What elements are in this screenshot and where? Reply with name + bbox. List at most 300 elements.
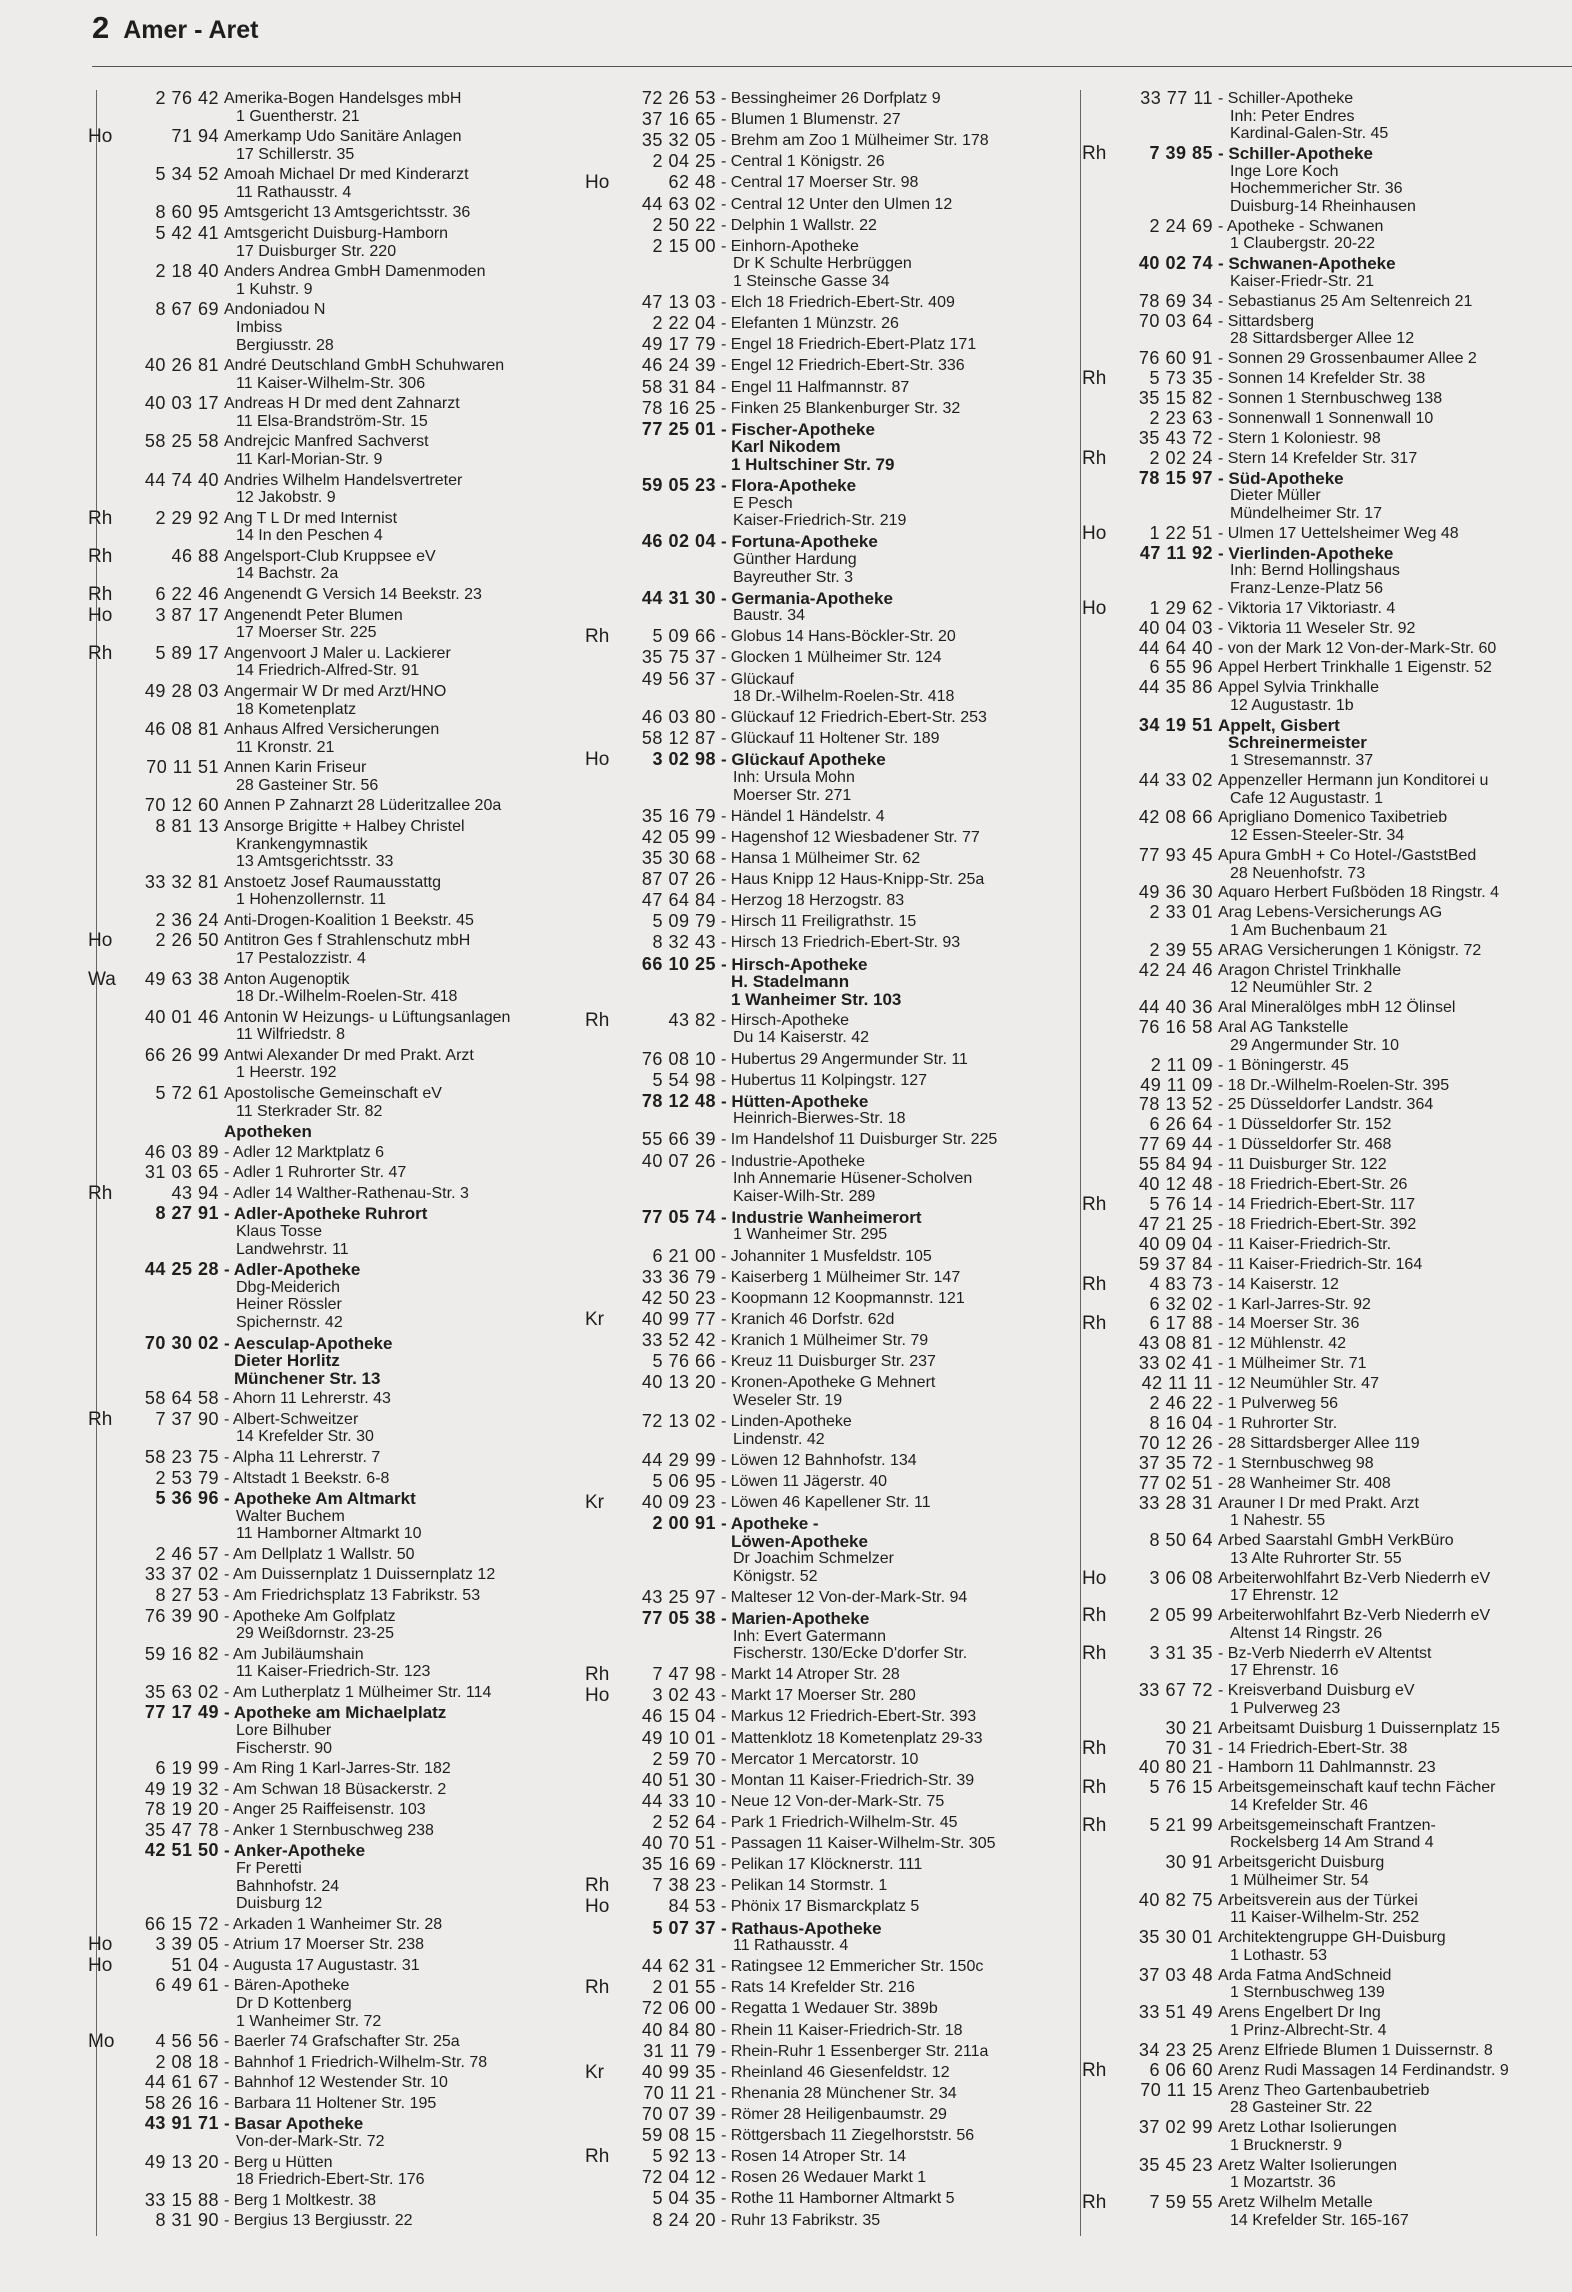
district-code: Rh [1082, 1194, 1107, 1215]
directory-entry [585, 892, 1075, 910]
district-code: Rh [88, 507, 113, 529]
phone-number: 77 02 51 [1138, 1472, 1213, 1493]
phone-number: 77 05 38 [641, 1607, 716, 1628]
entry-name: - Hirsch 13 Friedrich-Ebert-Str. 93 [721, 934, 961, 952]
entry-name: Apura GmbH + Co Hotel-/GaststBed [1218, 846, 1477, 864]
page-number: 2 [92, 10, 110, 45]
entry-detail: 11 Karl-Morian-Str. 9 [236, 451, 383, 468]
entry-detail: 18 Dr.-Wilhelm-Roelen-Str. 418 [236, 988, 458, 1006]
phone-number: 66 26 99 [144, 1044, 219, 1065]
entry-name: - Römer 28 Heiligenbaumstr. 29 [721, 2106, 947, 2124]
directory-entry [1082, 407, 1572, 428]
phone-number: 6 06 60 [1149, 2059, 1213, 2080]
district-code: Mo [88, 2031, 115, 2053]
entry-detail: 1 Kuhstr. 9 [236, 280, 313, 298]
phone-number: 40 84 80 [641, 2019, 716, 2040]
directory-entry [88, 1842, 566, 1912]
directory-entry [1082, 1213, 1572, 1234]
entry-name: - Johanniter 1 Musfeldstr. 105 [721, 1247, 932, 1265]
phone-number: 5 42 41 [155, 223, 219, 244]
entry-name: Anstoetz Josef Raumausstattg [224, 873, 441, 891]
entry-detail: Kaiser-Wilh-Str. 289 [733, 1187, 876, 1205]
phone-number: 2 11 09 [1150, 1054, 1213, 1075]
entry-name: - Rhein-Ruhr 1 Essenberger Str. 211a [721, 2042, 989, 2060]
phone-number: 40 99 35 [641, 2061, 716, 2082]
entry-name: - Fortuna-Apotheke [721, 532, 878, 552]
directory-entry [585, 1727, 1075, 1748]
phone-number: 33 02 41 [1138, 1353, 1213, 1374]
directory-entry [1082, 904, 1572, 939]
district-code: Rh [585, 1977, 610, 1999]
phone-number: 33 52 42 [641, 1329, 716, 1350]
entry-detail: 1 Mozartstr. 36 [1230, 2174, 1336, 2192]
directory-entry [88, 2092, 566, 2113]
entry-detail: Fr Peretti [236, 1860, 302, 1878]
directory-entry [585, 1048, 1075, 1069]
district-code: Kr [585, 1491, 604, 1513]
phone-number: 42 51 50 [144, 1840, 219, 1861]
directory-entry [585, 376, 1075, 397]
directory-entry [1082, 1492, 1572, 1530]
entry-name: - Am Dellplatz 1 Wallstr. 50 [224, 1545, 415, 1563]
district-code: Rh [88, 584, 113, 606]
phone-number: 4 83 73 [1149, 1273, 1213, 1294]
directory-entry [1082, 1196, 1572, 1214]
entry-detail: Hochemmericher Str. 36 [1230, 180, 1403, 198]
directory-entry [585, 2209, 1075, 2230]
entry-detail: 18 Friedrich-Ebert-Str. 176 [236, 2171, 425, 2189]
directory-entry [585, 1607, 1075, 1663]
phone-number: 3 06 08 [1149, 1567, 1213, 1588]
district-code: Ho [585, 172, 610, 194]
entry-detail: Inh: Evert Gatermann [733, 1627, 886, 1645]
directory-entry [1082, 1607, 1572, 1642]
entry-detail: Krankengymnastik [236, 835, 368, 853]
entry-name: - Löwen 46 Kapellener Str. 11 [721, 1493, 931, 1511]
directory-entry [88, 469, 566, 507]
phone-number: 34 19 51 [1138, 714, 1213, 735]
directory-entry [88, 2033, 566, 2051]
phone-number: 78 69 34 [1138, 290, 1213, 311]
phone-number: 34 23 25 [1138, 2039, 1213, 2060]
phone-number: 33 15 88 [144, 2189, 219, 2210]
directory-entry [1082, 2079, 1572, 2117]
entry-detail: Rockelsberg 14 Am Strand 4 [1230, 1834, 1434, 1852]
entry-name: - Bessingheimer 26 Dorfplatz 9 [721, 90, 941, 107]
entry-name: - Fischer-Apotheke [721, 419, 875, 439]
entry-name: - Ulmen 17 Uettelsheimer Weg 48 [1218, 524, 1459, 542]
entry-name: - Sonnen 29 Grossenbaumer Allee 2 [1218, 350, 1477, 368]
entry-name: ARAG Versicherungen 1 Königstr. 72 [1218, 941, 1482, 959]
phone-number: 40 80 21 [1138, 1757, 1213, 1778]
directory-entry [1082, 90, 1572, 143]
directory-entry [585, 1245, 1075, 1266]
phone-number: 2 24 69 [1149, 215, 1213, 236]
phone-number: 58 31 84 [641, 376, 716, 397]
directory-entry [585, 934, 1075, 952]
phone-number: 40 12 48 [1138, 1174, 1213, 1195]
directory-entry [585, 751, 1075, 804]
phone-number: 6 21 00 [652, 1245, 716, 1266]
entry-name: - 1 Karl-Jarres-Str. 92 [1218, 1295, 1371, 1313]
entry-name: - Blumen 1 Blumenstr. 27 [721, 111, 901, 129]
entry-name: - Central 1 Königstr. 26 [721, 153, 885, 171]
entry-detail: 28 Neuenhofstr. 73 [1230, 864, 1366, 882]
entry-name: - Stern 1 Koloniestr. 98 [1218, 429, 1381, 447]
phone-number: 46 03 80 [641, 707, 716, 728]
entry-name-continuation: Münchener Str. 13 [234, 1368, 381, 1388]
phone-number: 49 36 30 [1138, 882, 1213, 903]
phone-number: 40 04 03 [1138, 617, 1213, 638]
phone-number: 5 21 99 [1149, 1814, 1213, 1835]
entry-detail: Landwehrstr. 11 [236, 1240, 349, 1258]
phone-number: 70 31 [1165, 1737, 1213, 1758]
phone-number: 40 51 30 [641, 1769, 716, 1790]
entry-detail: 12 Jakobstr. 9 [236, 489, 336, 507]
entry-detail: 14 Bachstr. 2a [236, 565, 339, 583]
phone-number: 46 02 04 [641, 531, 716, 552]
district-code: Ho [88, 1954, 113, 1976]
phone-number: 46 15 04 [641, 1706, 716, 1727]
phone-number: 55 84 94 [1138, 1154, 1213, 1175]
entry-name: Aral AG Tankstelle [1218, 1019, 1349, 1037]
entry-name: - Barbara 11 Holtener Str. 195 [224, 2094, 437, 2112]
phone-number: 2 50 22 [652, 214, 716, 235]
entry-name: - 1 Düsseldorfer Str. 468 [1218, 1136, 1392, 1154]
phone-number: 43 25 97 [641, 1586, 716, 1607]
phone-number: 5 72 61 [155, 1083, 219, 1104]
entry-name: Aprigliano Domenico Taxibetrieb [1218, 809, 1448, 827]
entry-detail: 14 Krefelder Str. 30 [236, 1428, 374, 1446]
phone-number: 5 09 66 [652, 626, 716, 647]
entry-name: - 28 Wanheimer Str. 408 [1218, 1474, 1391, 1492]
phone-number: 5 34 52 [155, 164, 219, 185]
phone-number: 44 33 02 [1138, 769, 1213, 790]
entry-detail: Klaus Tosse [236, 1223, 322, 1241]
entry-name: - 1 Düsseldorfer Str. 152 [1218, 1116, 1392, 1134]
district-code: Rh [88, 1182, 113, 1204]
district-code: Rh [1082, 1605, 1107, 1627]
directory-entry [585, 1090, 1075, 1128]
directory-entry [585, 2190, 1075, 2208]
directory-entry [1082, 310, 1572, 348]
entry-detail: 1 Pulverweg 23 [1230, 1699, 1341, 1717]
entry-name: Appel Sylvia Trinkhalle [1218, 679, 1379, 697]
phone-number: 8 81 13 [155, 815, 219, 836]
entry-name: - Rheinland 46 Giesenfeldstr. 12 [721, 2063, 950, 2081]
phone-number: 77 05 74 [641, 1206, 716, 1227]
directory-entry [585, 1512, 1075, 1585]
entry-name: - Ratingsee 12 Emmericher Str. 150c [721, 1958, 984, 1976]
phone-number: 84 53 [668, 1896, 716, 1917]
phone-number: 58 12 87 [641, 728, 716, 749]
phone-number: 6 26 64 [1149, 1114, 1213, 1135]
directory-entry [585, 1958, 1075, 1976]
phone-number: 2 29 92 [155, 507, 219, 528]
phone-number: 2 18 40 [155, 261, 219, 282]
directory-entry [585, 1374, 1075, 1409]
entry-detail: Von-der-Mark-Str. 72 [236, 2133, 385, 2151]
entry-name: - 1 Pulverweg 56 [1218, 1395, 1339, 1413]
phone-number: 49 56 37 [641, 668, 716, 689]
entry-name: - Glückauf 11 Holtener Str. 189 [721, 730, 940, 748]
phone-number: 78 13 52 [1138, 1094, 1213, 1115]
district-code: Rh [585, 2146, 610, 2168]
entry-detail: Cafe 12 Augustastr. 1 [1230, 789, 1383, 807]
entry-name: - Berg u Hütten [224, 2153, 333, 2171]
directory-entry [585, 2019, 1075, 2040]
phone-number: 7 59 55 [1149, 2192, 1213, 2213]
entry-name: - 25 Düsseldorfer Landstr. 364 [1218, 1096, 1434, 1114]
directory-entry [1082, 1472, 1572, 1493]
phone-number: 77 69 44 [1138, 1134, 1213, 1155]
entry-detail: 11 Rathausstr. 4 [236, 183, 352, 201]
directory-entry [585, 1708, 1075, 1726]
phone-number: 58 23 75 [144, 1447, 219, 1467]
phone-number: 35 30 01 [1138, 1927, 1213, 1948]
entry-name: - Schiller-Apotheke [1218, 90, 1354, 107]
entry-name: - 1 Ruhrorter Str. [1218, 1414, 1338, 1432]
phone-number: 70 11 21 [643, 2082, 716, 2103]
directory-entry [88, 1543, 566, 1564]
directory-entry [1082, 1964, 1572, 2002]
entry-name: - Hubertus 29 Angermunder Str. 11 [721, 1050, 968, 1068]
entry-detail: 17 Schillerstr. 35 [236, 145, 355, 163]
entry-name: Arbeiterwohlfahrt Bz-Verb Niederrh eV [1218, 1569, 1491, 1587]
phone-number: 5 04 35 [652, 2188, 716, 2209]
phone-number: 46 08 81 [144, 719, 219, 740]
phone-number: 2 08 18 [155, 2051, 219, 2072]
entry-detail: 11 Wilfriedstr. 8 [236, 1026, 346, 1044]
directory-entry [1082, 1116, 1572, 1134]
directory-entry [585, 357, 1075, 375]
phone-number: 2 33 01 [1149, 902, 1213, 923]
phone-number: 58 26 16 [144, 2092, 219, 2113]
phone-number: 30 21 [1165, 1717, 1213, 1738]
directory-entry [88, 1205, 566, 1258]
directory-entry [88, 1681, 566, 1702]
entry-name: - 14 Moerser Str. 36 [1218, 1315, 1360, 1333]
entry-name: Anhaus Alfred Versicherungen [224, 721, 440, 739]
entry-name-continuation: 1 Hultschiner Str. 79 [731, 454, 895, 474]
entry-name-continuation: H. Stadelmann [731, 972, 850, 992]
entry-name: Aretz Walter Isolierungen [1218, 2156, 1398, 2174]
entry-name: Arbeitsgemeinschaft Frantzen- [1218, 1816, 1436, 1834]
phone-number: 35 47 78 [144, 1819, 219, 1840]
directory-entry [1082, 1136, 1572, 1154]
phone-number: 2 53 79 [155, 1467, 219, 1488]
directory-entry [1082, 999, 1572, 1017]
column-3 [1082, 90, 1572, 2229]
phone-number: 43 91 71 [144, 2113, 219, 2134]
phone-number: 33 77 11 [1140, 88, 1213, 108]
entry-name: Appelt, Gisbert [1218, 715, 1340, 735]
entry-name: - Pelikan 14 Stormstr. 1 [721, 1877, 888, 1895]
directory-entry [88, 680, 566, 718]
directory-entry [585, 1410, 1075, 1448]
phone-number: 47 64 84 [641, 890, 716, 911]
directory-entry [88, 604, 566, 642]
entry-detail: 11 Kaiser-Wilhelm-Str. 306 [236, 374, 426, 392]
entry-detail: Lindenstr. 42 [733, 1430, 825, 1448]
entry-detail: 17 Ehrenstr. 16 [1230, 1662, 1339, 1680]
entry-detail: 14 Krefelder Str. 165-167 [1230, 2211, 1409, 2229]
phone-number: 35 30 68 [641, 847, 716, 868]
entry-name: Aretz Lothar Isolierungen [1218, 2119, 1397, 2137]
entry-name: - Apotheke am Michaelplatz [224, 1703, 447, 1723]
phone-number: 66 10 25 [641, 953, 716, 974]
directory-entry [88, 1006, 566, 1044]
phone-number: 77 17 49 [144, 1702, 219, 1723]
directory-entry [585, 90, 1075, 108]
phone-number: 76 08 10 [641, 1048, 716, 1069]
entry-name-continuation: Karl Nikodem [731, 437, 841, 457]
entry-detail: Weseler Str. 19 [733, 1391, 843, 1409]
entry-detail: Fischerstr. 90 [236, 1739, 333, 1757]
entry-name: - Bergius 13 Bergiusstr. 22 [224, 2212, 413, 2230]
directory-entry [585, 1687, 1075, 1705]
directory-entry [585, 2106, 1075, 2124]
district-code: Ho [585, 1896, 610, 1918]
directory-entry [1082, 1717, 1572, 1738]
entry-detail: 28 Gasteiner Str. 22 [1230, 2099, 1373, 2117]
directory-entry [585, 847, 1075, 868]
phone-number: 35 15 82 [1138, 388, 1213, 408]
entry-name: Arda Fatma AndSchneid [1218, 1966, 1392, 1984]
district-code: Ho [88, 126, 113, 148]
phone-number: 44 64 40 [1138, 637, 1213, 658]
directory-entry [1082, 1889, 1572, 1927]
phone-number: 76 60 91 [1138, 348, 1213, 369]
phone-number: 8 67 69 [155, 299, 219, 320]
phone-number: 49 63 38 [144, 968, 219, 989]
phone-number: 33 36 79 [641, 1266, 716, 1287]
phone-number: 46 24 39 [641, 355, 716, 376]
phone-number: 42 11 11 [1141, 1373, 1213, 1394]
entry-detail: Mündelheimer Str. 17 [1230, 504, 1383, 522]
phone-number: 37 35 72 [1138, 1452, 1213, 1473]
directory-entry [88, 1408, 566, 1446]
entry-name: - Elefanten 1 Münzstr. 26 [721, 315, 899, 333]
phone-number: 78 16 25 [641, 397, 716, 418]
phone-number: 8 60 95 [155, 202, 219, 223]
entry-detail: 13 Amtsgerichtsstr. 33 [236, 853, 394, 871]
entry-name: - Rosen 14 Atroper Str. 14 [721, 2148, 906, 2166]
directory-entry [1082, 1642, 1572, 1680]
district-code: Rh [585, 1009, 610, 1031]
entry-name: - Am Schwan 18 Büsackerstr. 2 [224, 1780, 447, 1798]
entry-name: - Adler 14 Walther-Rathenau-Str. 3 [224, 1184, 469, 1202]
entry-name: - 1 Mülheimer Str. 71 [1218, 1355, 1367, 1373]
entry-name: - Regatta 1 Wedauer Str. 389b [721, 2000, 938, 2018]
entry-detail: Inge Lore Koch [1230, 162, 1339, 180]
entry-name: Ansorge Brigitte + Halbey Christel [224, 817, 465, 835]
entry-detail: Imbiss [236, 318, 283, 336]
district-code: Rh [585, 626, 610, 648]
directory-entry [88, 1587, 566, 1605]
entry-detail: Bahnhofstr. 24 [236, 1877, 340, 1895]
directory-entry [585, 1266, 1075, 1287]
entry-detail: Kardinal-Galen-Str. 45 [1230, 125, 1389, 143]
directory-entry [1082, 1375, 1572, 1393]
entry-name: - Bz-Verb Niederrh eV Altentst [1218, 1644, 1432, 1662]
entry-name: - Ruhr 13 Fabrikstr. 35 [721, 2211, 881, 2229]
directory-entry [1082, 1273, 1572, 1295]
entry-detail: 1 Prinz-Albrecht-Str. 4 [1230, 2021, 1387, 2039]
directory-entry [88, 1605, 566, 1643]
entry-name: - Augusta 17 Augustastr. 31 [224, 1956, 420, 1974]
column-divider [1080, 90, 1081, 2236]
entry-name: - Glückauf 12 Friedrich-Ebert-Str. 253 [721, 709, 987, 727]
directory-entry [585, 1898, 1075, 1916]
directory-entry [1082, 370, 1572, 388]
entry-name: Arbeitsgemeinschaft kauf techn Fächer [1218, 1779, 1496, 1797]
phone-number: 5 36 96 [155, 1488, 219, 1509]
phone-number: 43 94 [171, 1182, 219, 1203]
entry-detail: 1 Claubergstr. 20-22 [1230, 235, 1375, 253]
entry-detail: E Pesch [733, 494, 793, 512]
phone-number: 5 06 95 [652, 1470, 716, 1491]
phone-number: 2 23 63 [1149, 407, 1213, 428]
directory-entry [585, 1586, 1075, 1607]
phone-number: 7 47 98 [652, 1664, 716, 1685]
entry-name: - Finken 25 Blankenburger Str. 32 [721, 399, 961, 417]
entry-name: - Rosen 26 Wedauer Markt 1 [721, 2169, 927, 2187]
directory-entry [1082, 884, 1572, 902]
entry-name: - Apotheke - [721, 1513, 819, 1533]
directory-entry [585, 153, 1075, 171]
entry-detail: 12 Augustastr. 1b [1230, 696, 1354, 714]
entry-detail: Heiner Rössler [236, 1296, 342, 1314]
directory-entry [585, 1917, 1075, 1955]
district-code: Rh [1082, 447, 1107, 469]
directory-entry [88, 1801, 566, 1819]
section-heading-text: Apotheken [224, 1122, 312, 1142]
directory-entry [585, 214, 1075, 235]
phone-number: 76 39 90 [144, 1605, 219, 1626]
header-rule [92, 66, 1572, 67]
entry-name: Arbeitsamt Duisburg 1 Duissernplatz 15 [1218, 1719, 1500, 1737]
phone-number: 40 70 51 [641, 1833, 716, 1854]
entry-name: - Anger 25 Raiffeisenstr. 103 [224, 1801, 426, 1819]
entry-name: - Altstadt 1 Beekstr. 6-8 [224, 1469, 390, 1487]
phone-number: 5 73 35 [1149, 368, 1213, 389]
directory-entry [1082, 939, 1572, 960]
directory-entry [88, 2051, 566, 2072]
directory-entry [1082, 255, 1572, 290]
phone-number: 47 13 03 [641, 292, 716, 313]
phone-number: 47 21 25 [1138, 1213, 1213, 1234]
directory-entry [88, 1954, 566, 1976]
district-code: Rh [1082, 368, 1107, 390]
directory-entry [585, 1856, 1075, 1874]
directory-entry [585, 730, 1075, 748]
entry-name: Anti-Drogen-Koalition 1 Beekstr. 45 [224, 911, 474, 929]
directory-entry [88, 545, 566, 583]
entry-name: - Aesculap-Apotheke [224, 1333, 393, 1353]
phone-number: 31 11 79 [643, 2040, 716, 2061]
phone-number: 44 40 36 [1138, 997, 1213, 1018]
entry-name-continuation: Dieter Horlitz [234, 1351, 340, 1371]
entry-name: - Passagen 11 Kaiser-Wilhelm-Str. 305 [721, 1835, 996, 1853]
entry-name: - Montan 11 Kaiser-Friedrich-Str. 39 [721, 1771, 975, 1789]
phone-number: 66 15 72 [144, 1913, 219, 1934]
entry-name: - Am Duissernplatz 1 Duissernplatz 12 [224, 1566, 496, 1584]
entry-name: - 28 Sittardsberger Allee 119 [1218, 1434, 1420, 1452]
entry-name: - Glückauf [721, 670, 794, 688]
phone-number: 58 64 58 [144, 1388, 219, 1409]
entry-name: - Rats 14 Krefelder Str. 216 [721, 1979, 915, 1997]
